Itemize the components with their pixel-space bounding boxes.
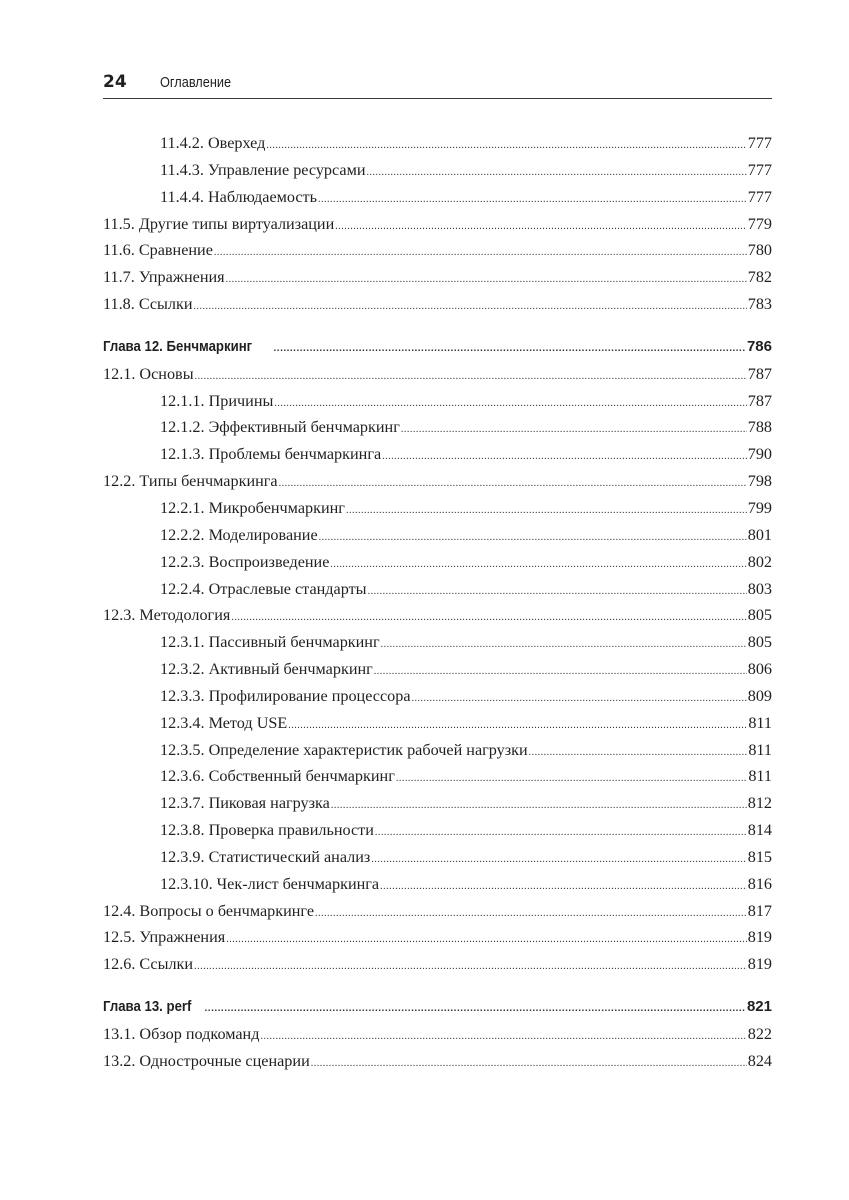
- toc-entry[interactable]: [103, 295, 772, 322]
- toc-entry-page: 787: [747, 364, 772, 383]
- toc-entry-title: 11.7. Упражнения: [103, 268, 225, 287]
- toc-entry[interactable]: [103, 499, 772, 526]
- toc-entry[interactable]: [103, 365, 772, 392]
- dot-leader: [374, 666, 747, 677]
- toc-entry[interactable]: [103, 472, 772, 499]
- dot-leader: [318, 194, 747, 205]
- toc-chapter-entry[interactable]: [103, 338, 772, 365]
- toc-entry-title: 13.2. Однострочные сценарии: [103, 1051, 310, 1070]
- toc-entry-title: 12.3.1. Пассивный бенчмаркинг: [160, 633, 380, 652]
- toc-entry[interactable]: [103, 134, 772, 161]
- toc-entry[interactable]: [103, 161, 772, 188]
- toc-entry[interactable]: [103, 606, 772, 633]
- dot-leader: [368, 586, 747, 597]
- dot-leader: [331, 800, 747, 811]
- toc-entry-page: 819: [747, 955, 772, 974]
- toc-entry-title: 12.1.2. Эффективный бенчмаркинг: [160, 418, 400, 437]
- toc-entry-page: 816: [747, 874, 772, 893]
- toc-entry-page: 799: [747, 498, 772, 517]
- toc-entry-title: 11.4.3. Управление ресурсами: [160, 160, 366, 179]
- toc-entry[interactable]: [103, 633, 772, 660]
- dot-leader: [260, 1031, 746, 1042]
- toc-entry[interactable]: [103, 714, 772, 741]
- toc-entry-title: 12.2. Типы бенчмаркинга: [103, 472, 278, 491]
- dot-leader: [214, 247, 747, 258]
- toc-entry-title: 12.3.5. Определение характеристик рабочей нагрузки: [160, 740, 528, 759]
- toc-entry-page: 814: [747, 821, 772, 840]
- dot-leader: [396, 773, 747, 784]
- toc-entry-title: 12.3.2. Активный бенчмаркинг: [160, 660, 373, 679]
- toc-entry-title: Глава 13. perf: [103, 998, 192, 1016]
- toc-entry-page: 798: [747, 472, 772, 491]
- dot-leader: [205, 1003, 746, 1014]
- toc-entry-title: 12.3.9. Статистический анализ: [160, 847, 371, 866]
- toc-entry-title: 11.6. Сравнение: [103, 241, 213, 260]
- toc-entry[interactable]: [103, 418, 772, 445]
- dot-leader: [412, 693, 747, 704]
- toc-entry-title: 12.2.2. Моделирование: [160, 525, 318, 544]
- dot-leader: [274, 398, 746, 409]
- dot-leader: [231, 612, 746, 623]
- toc-entry-title: 12.4. Вопросы о бенчмаркинге: [103, 901, 315, 920]
- toc-entry-title: 12.3.10. Чек-лист бенчмаркинга: [160, 874, 380, 893]
- dot-leader: [371, 854, 746, 865]
- dot-leader: [381, 639, 747, 650]
- dot-leader: [274, 343, 746, 354]
- toc-entry-page: 819: [747, 928, 772, 947]
- toc-entry-title: 12.2.3. Воспроизведение: [160, 552, 330, 571]
- toc-entry-title: 12.1.3. Проблемы бенчмаркинга: [160, 445, 382, 464]
- toc-entry-page: 821: [746, 998, 772, 1016]
- toc-chapter-entry[interactable]: [103, 998, 772, 1025]
- dot-leader: [375, 827, 747, 838]
- toc-entry[interactable]: [103, 1025, 772, 1052]
- toc-entry-page: 782: [747, 268, 772, 287]
- dot-leader: [382, 451, 747, 462]
- toc-entry[interactable]: [103, 848, 772, 875]
- toc-entry[interactable]: [103, 526, 772, 553]
- toc-entry[interactable]: [103, 741, 772, 768]
- dot-leader: [529, 747, 748, 758]
- toc-entry-page: 802: [747, 552, 772, 571]
- toc-entry[interactable]: [103, 660, 772, 687]
- table-of-contents: [103, 134, 772, 1079]
- dot-leader: [226, 934, 747, 945]
- toc-entry-page: 811: [748, 767, 772, 786]
- toc-entry-page: 786: [746, 337, 772, 355]
- toc-entry-page: 811: [748, 713, 772, 732]
- toc-entry-title: 12.6. Ссылки: [103, 955, 194, 974]
- dot-leader: [311, 1058, 747, 1069]
- dot-leader: [319, 532, 747, 543]
- dot-leader: [288, 720, 747, 731]
- dot-leader: [346, 505, 747, 516]
- toc-entry-page: 787: [747, 391, 772, 410]
- toc-entry-page: 803: [747, 579, 772, 598]
- dot-leader: [380, 881, 747, 892]
- toc-entry-page: 805: [747, 606, 772, 625]
- toc-entry[interactable]: [103, 188, 772, 215]
- toc-entry[interactable]: [103, 955, 772, 982]
- toc-entry-page: 806: [747, 660, 772, 679]
- toc-entry[interactable]: [103, 445, 772, 472]
- dot-leader: [315, 908, 747, 919]
- toc-entry-page: 815: [747, 847, 772, 866]
- toc-entry-title: 12.3.7. Пиковая нагрузка: [160, 794, 330, 813]
- toc-entry-page: 788: [747, 418, 772, 437]
- dot-leader: [194, 961, 747, 972]
- toc-entry[interactable]: [103, 215, 772, 242]
- toc-entry[interactable]: [103, 687, 772, 714]
- toc-entry-title: 12.3.8. Проверка правильности: [160, 821, 374, 840]
- toc-entry-title: 12.1.1. Причины: [160, 391, 274, 410]
- toc-entry-title: 13.1. Обзор подкоманд: [103, 1025, 260, 1043]
- dot-leader: [193, 301, 746, 312]
- toc-entry-page: 817: [747, 901, 772, 920]
- toc-entry-title: 11.5. Другие типы виртуализации: [103, 214, 335, 233]
- dot-leader: [367, 167, 747, 178]
- toc-entry-page: 777: [747, 160, 772, 179]
- toc-entry-title: 12.5. Упражнения: [103, 928, 226, 947]
- dot-leader: [330, 559, 746, 570]
- toc-entry-page: 822: [747, 1025, 772, 1043]
- toc-entry[interactable]: [103, 928, 772, 955]
- toc-entry-page: 779: [747, 214, 772, 233]
- toc-entry-title: Глава 12. Бенчмаркинг: [103, 337, 253, 355]
- toc-entry-page: 777: [747, 187, 772, 206]
- toc-entry-title: 12.3.6. Собственный бенчмаркинг: [160, 767, 395, 786]
- toc-entry-title: 12.3.4. Метод USE: [160, 713, 288, 732]
- dot-leader: [226, 274, 747, 285]
- toc-entry[interactable]: [103, 580, 772, 607]
- running-title: Оглавление: [160, 74, 232, 91]
- toc-entry-title: 12.3.3. Профилирование процессора: [160, 686, 411, 705]
- toc-entry-page: 790: [747, 445, 772, 464]
- toc-entry-title: 12.1. Основы: [103, 364, 194, 383]
- toc-entry[interactable]: [103, 1052, 772, 1079]
- toc-entry-title: 12.2.4. Отраслевые стандарты: [160, 579, 367, 598]
- toc-entry-title: 11.4.4. Наблюдаемость: [160, 187, 318, 206]
- toc-entry-title: 11.4.2. Оверхед: [160, 134, 266, 152]
- page-number: 24: [103, 72, 127, 92]
- toc-entry-page: 809: [747, 686, 772, 705]
- toc-entry-title: 12.3. Методология: [103, 606, 231, 625]
- toc-entry-page: 812: [747, 794, 772, 813]
- toc-entry-page: 783: [747, 295, 772, 314]
- toc-entry-title: 11.8. Ссылки: [103, 295, 193, 314]
- toc-entry[interactable]: [103, 268, 772, 295]
- toc-entry[interactable]: [103, 821, 772, 848]
- dot-leader: [279, 478, 747, 489]
- toc-entry-page: 801: [747, 525, 772, 544]
- toc-entry[interactable]: [103, 902, 772, 929]
- dot-leader: [335, 221, 746, 232]
- dot-leader: [266, 140, 746, 151]
- toc-entry[interactable]: [103, 875, 772, 902]
- running-header: [103, 72, 772, 99]
- toc-entry-page: 805: [747, 633, 772, 652]
- toc-entry-page: 780: [747, 241, 772, 260]
- toc-entry-page: 824: [747, 1051, 772, 1070]
- dot-leader: [195, 371, 747, 382]
- toc-entry[interactable]: [103, 767, 772, 794]
- toc-entry-title: 12.2.1. Микробенчмаркинг: [160, 498, 345, 517]
- dot-leader: [401, 424, 747, 435]
- toc-entry-page: 811: [748, 740, 772, 759]
- toc-entry[interactable]: [103, 241, 772, 268]
- toc-entry[interactable]: [103, 553, 772, 580]
- toc-entry[interactable]: [103, 392, 772, 419]
- toc-entry[interactable]: [103, 794, 772, 821]
- toc-entry-page: 777: [747, 134, 772, 152]
